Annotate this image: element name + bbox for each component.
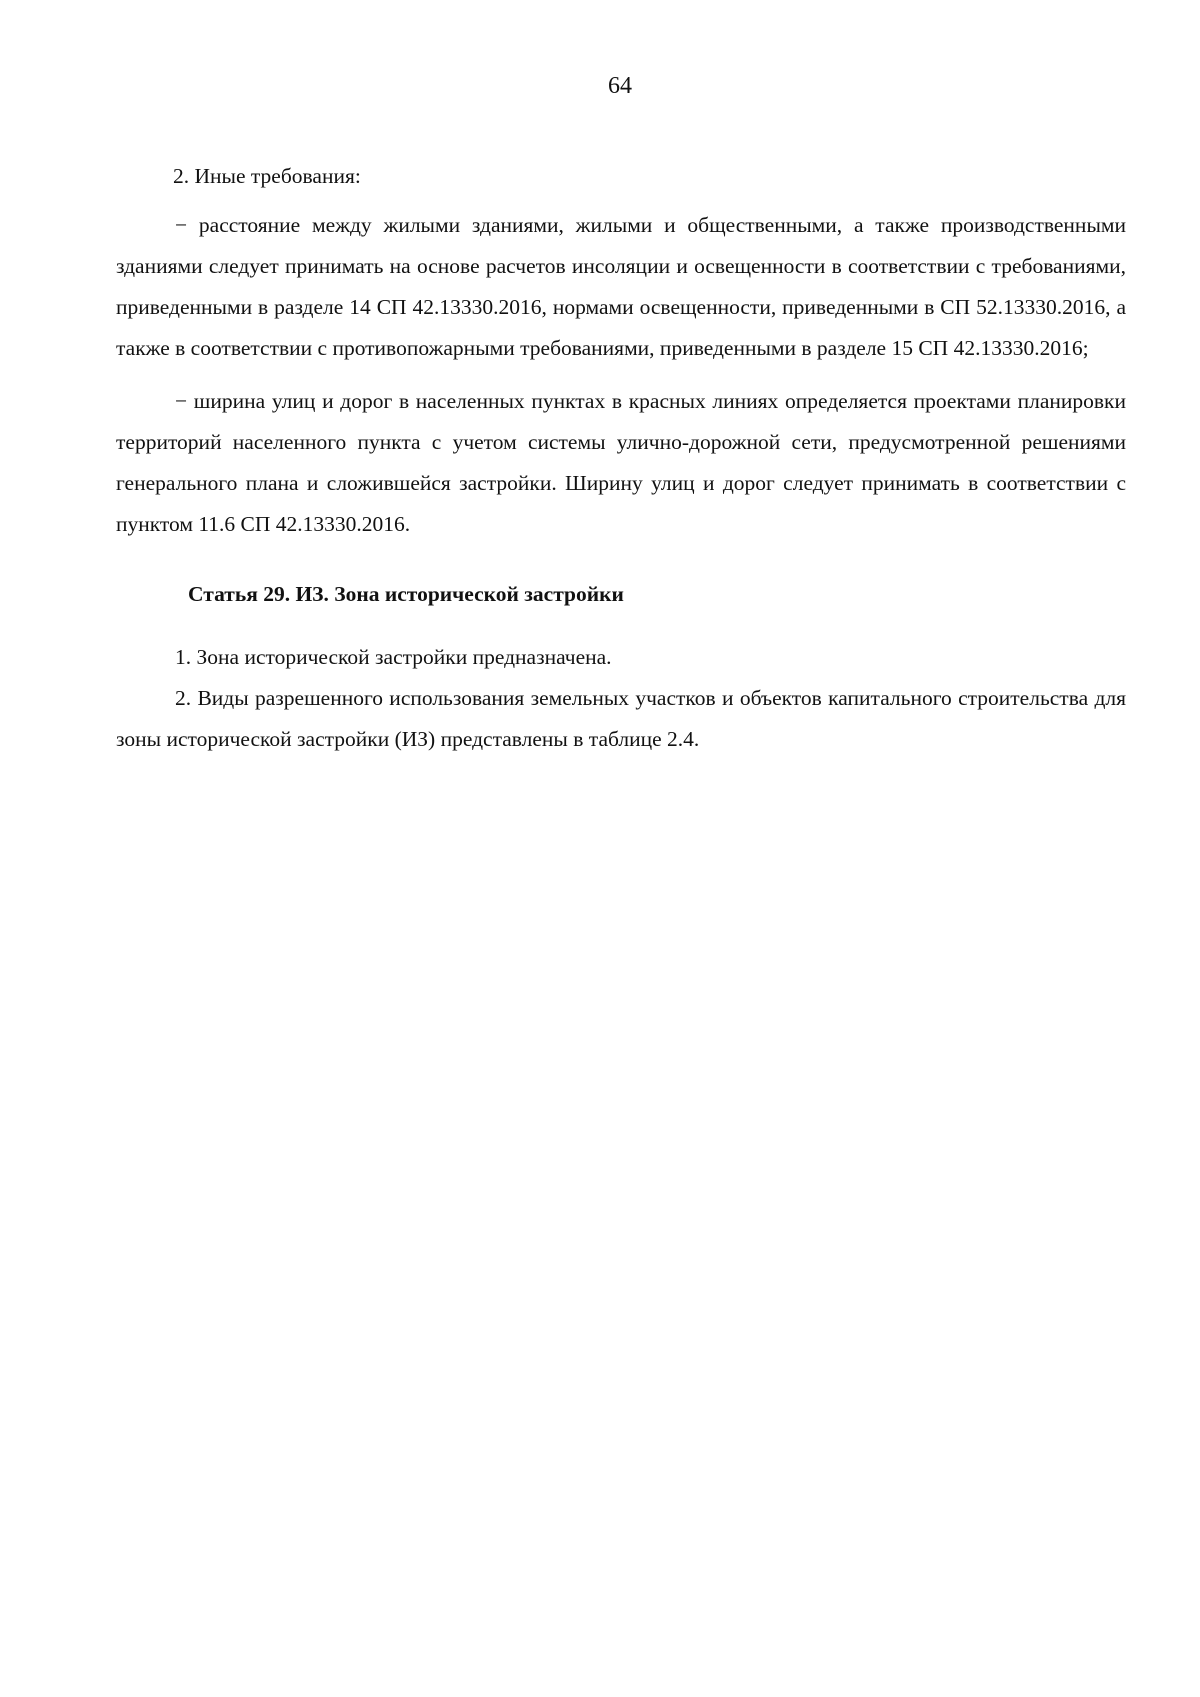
page-number: 64 [608, 73, 632, 99]
paragraph-other-requirements: 2. Иные требования: [173, 164, 361, 188]
document-body [116, 156, 1126, 760]
paragraph-street-width: − ширина улиц и дорог в населенных пунктах в красных линиях определяется проектами планировки территорий населенного пункта с учетом системы улично-дорожной сети, предусмотренной решениями генерального плана и сложившейся застройки. Ширину улиц и дорог следует принимать в соответствии с пунктом 11.6 СП 42.13330.2016. [116, 389, 1126, 536]
paragraph-permitted-uses: 2. Виды разрешенного использования земельных участков и объектов капитального строительства для зоны исторической застройки (ИЗ) представлены в таблице 2.4. [116, 686, 1126, 751]
paragraph-building-distance: − расстояние между жилыми зданиями, жилыми и общественными, а также производственными зданиями следует принимать на основе расчетов инсоляции и освещенности в соответствии с требованиями, приведенными в разделе 14 СП 42.13330.2016, нормами освещенности, приведенными в СП 52.13330.2016, а также в соответствии с противопожарными требованиями, приведенными в разделе 15 СП 42.13330.2016; [116, 213, 1126, 360]
paragraph-zone-purpose: 1. Зона исторической застройки предназначена. [175, 645, 612, 669]
article-heading: Статья 29. ИЗ. Зона исторической застройки [188, 582, 624, 606]
